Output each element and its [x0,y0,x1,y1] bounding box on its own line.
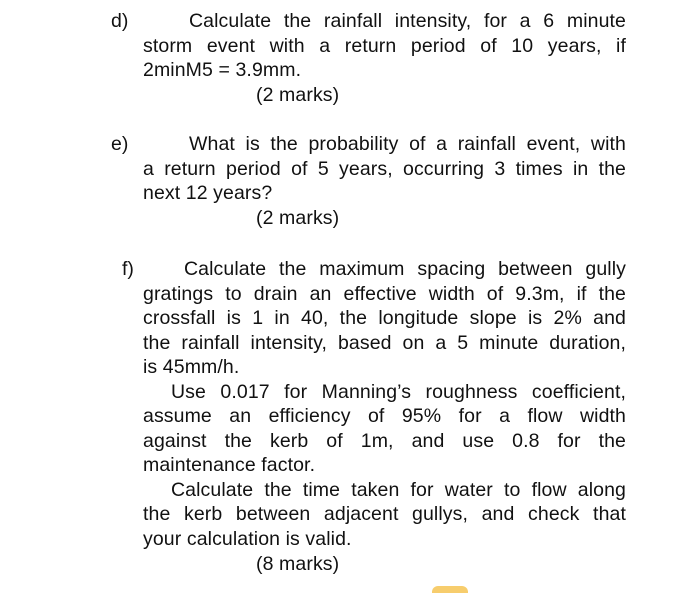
question-e-line-3: next 12 years? [143,182,273,204]
question-e-line-1: What is the probability of a rainfall event, with [189,133,626,155]
question-d-line-3: 2minM5 = 3.9mm. [143,59,302,81]
question-f-line-8: against the kerb of 1m, and use 0.8 for the [143,430,626,452]
question-f-line-10: Calculate the time taken for water to flow along [171,479,626,501]
highlighter-mark [432,586,468,593]
question-e-marks: (2 marks) [256,207,340,229]
question-f-line-12: your calculation is valid. [143,528,352,550]
question-d-line-2: storm event with a return period of 10 years, if [143,35,626,57]
question-f-line-11: the kerb between adjacent gullys, and check that [143,503,626,525]
question-f-line-3: crossfall is 1 in 40, the longitude slope is 2% and [143,307,626,329]
question-f-line-5: is 45mm/h. [143,356,240,378]
question-f-line-1: Calculate the maximum spacing between gully [184,258,626,280]
question-f-line-6: Use 0.017 for Manning’s roughness coefficient, [171,381,626,403]
question-f-label: f) [122,258,134,280]
question-e-label: e) [111,133,129,155]
question-f-line-7: assume an efficiency of 95% for a flow width [143,405,626,427]
question-e-line-2: a return period of 5 years, occurring 3 times in the [143,158,626,180]
question-f-line-9: maintenance factor. [143,454,316,476]
question-f-line-4: the rainfall intensity, based on a 5 minute duration, [143,332,626,354]
question-f-line-2: gratings to drain an effective width of 9.3m, if the [143,283,626,305]
question-d-marks: (2 marks) [256,84,340,106]
question-f-marks: (8 marks) [256,553,340,575]
question-d-label: d) [111,10,129,32]
question-d-line-1: Calculate the rainfall intensity, for a 6 minute [189,10,626,32]
